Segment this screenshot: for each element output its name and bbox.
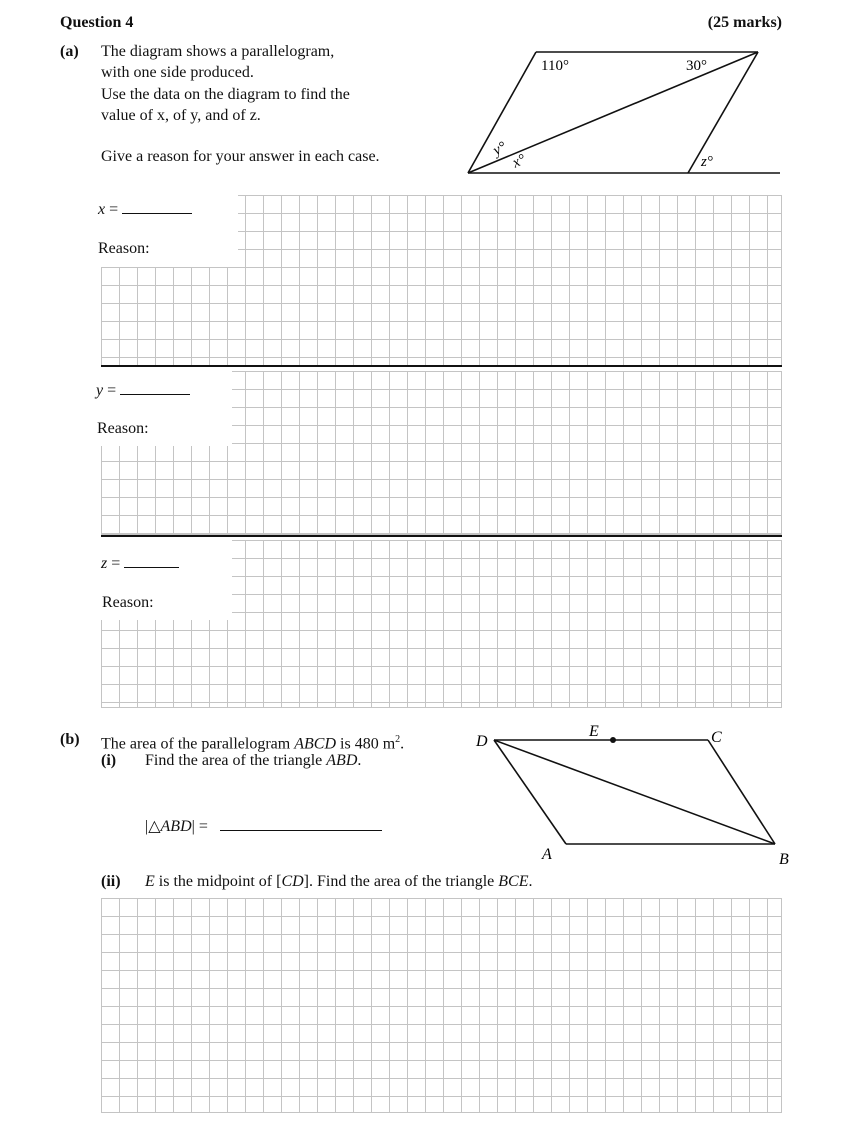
part-b-intro-sup: 2 xyxy=(395,734,401,745)
part-a-label: (a) xyxy=(60,43,79,60)
angle-x-label: x° xyxy=(510,151,529,172)
answer-grid-b-ii[interactable] xyxy=(101,898,782,1113)
answer-y-line xyxy=(96,380,190,401)
part-a-line-1: The diagram shows a parallelogram, xyxy=(101,43,335,60)
part-b-ii-text-pre: is the midpoint of [ xyxy=(154,873,282,890)
part-b-ii-text-end: . xyxy=(528,873,533,890)
part-b-intro-post: is 480 m xyxy=(336,735,396,753)
part-b-i-text-end: . xyxy=(357,752,362,769)
reason-z-label: Reason: xyxy=(102,594,154,611)
part-b-i-text-name: ABD xyxy=(326,752,358,769)
answer-z-blank[interactable] xyxy=(124,553,179,568)
part-a-line-3: Use the data on the diagram to find the xyxy=(101,86,350,103)
vertex-c-label: C xyxy=(711,729,722,746)
vertex-b-label: B xyxy=(779,851,789,868)
part-b-i-label: (i) xyxy=(101,752,117,769)
answer-x-blank[interactable] xyxy=(122,199,192,214)
answer-z-line xyxy=(101,553,179,574)
angle-30-label: 30° xyxy=(686,58,707,74)
area-abd-name: ABD xyxy=(160,818,192,835)
part-a-line-2: with one side produced. xyxy=(101,64,254,81)
answer-z-eq: = xyxy=(107,555,121,572)
parallelogram-diagram xyxy=(0,0,844,200)
side-cb xyxy=(708,740,775,844)
area-abd-close: | = xyxy=(191,818,208,835)
diagonal-db xyxy=(494,740,775,844)
vertex-e-label: E xyxy=(589,723,599,740)
part-b-label: (b) xyxy=(60,731,80,748)
answer-y-var: y xyxy=(96,382,104,399)
question-marks: (25 marks) xyxy=(707,14,782,31)
abcd-diagram xyxy=(0,700,844,880)
midpoint-e-dot xyxy=(610,737,616,743)
divider-2 xyxy=(101,535,782,537)
vertex-a-label: A xyxy=(542,846,552,863)
part-b-ii-label: (ii) xyxy=(101,873,121,890)
part-b-ii-text-post: ]. Find the area of the triangle xyxy=(303,873,499,890)
reason-y-label: Reason: xyxy=(97,420,149,437)
answer-x-eq: = xyxy=(105,201,119,218)
side-ad xyxy=(494,740,566,844)
part-b-intro-name: ABCD xyxy=(294,735,337,753)
reason-x-label: Reason: xyxy=(98,240,150,257)
part-b-intro-pre: The area of the parallelogram xyxy=(101,735,295,753)
answer-x-var: x xyxy=(98,201,106,218)
diagonal xyxy=(468,52,758,173)
answer-y-eq: = xyxy=(103,382,117,399)
answer-x-line xyxy=(98,199,192,220)
question-title: Question 4 xyxy=(60,14,134,31)
part-b-ii-seg: CD xyxy=(281,873,304,890)
answer-y-blank[interactable] xyxy=(120,380,190,395)
angle-110-label: 110° xyxy=(541,58,569,74)
area-abd-open: |△ xyxy=(145,818,161,835)
part-b-ii-point: E xyxy=(145,873,155,890)
angle-y-label: y° xyxy=(490,138,510,159)
part-b-intro-end: . xyxy=(400,735,405,753)
answer-z-var: z xyxy=(101,555,108,572)
part-a-line-4: value of x, of y, and of z. xyxy=(101,107,261,124)
part-b-i-text-pre: Find the area of the triangle xyxy=(145,752,327,769)
angle-z-label: z° xyxy=(701,154,713,170)
part-b-ii-name: BCE xyxy=(498,873,529,890)
vertex-d-label: D xyxy=(476,733,488,750)
divider-1 xyxy=(101,365,782,367)
reason-prompt: Give a reason for your answer in each case. xyxy=(101,148,380,165)
